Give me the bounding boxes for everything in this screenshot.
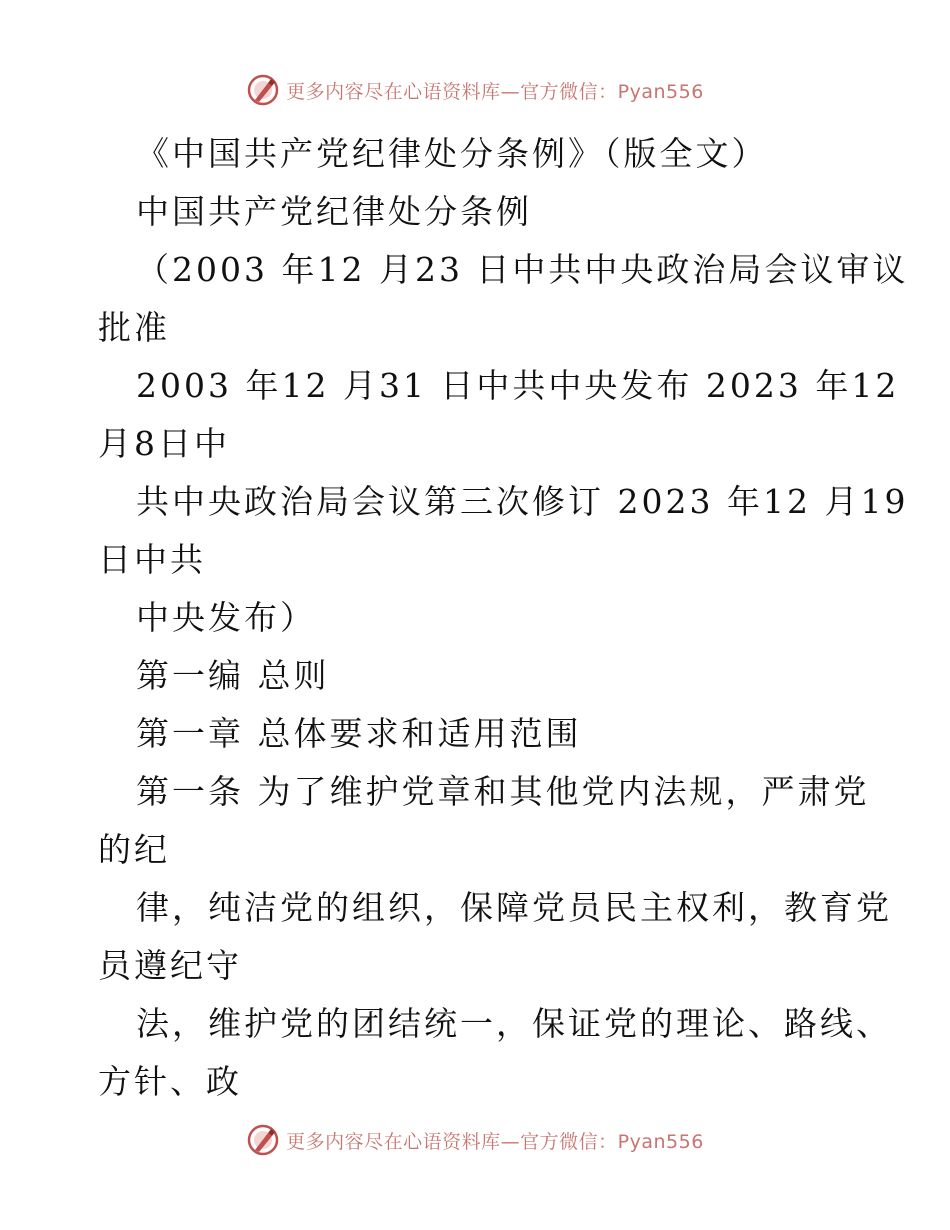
pen-seal-icon: [246, 1123, 280, 1157]
text-line: 《中国共产党纪律处分条例》（版全文）: [136, 134, 768, 173]
text-line: 律，纯洁党的组织，保障党员民主权利，教育党: [136, 888, 892, 927]
text-line: 员遵纪守: [98, 946, 242, 985]
pen-seal-icon: [246, 73, 280, 107]
header-watermark-group: [246, 73, 704, 107]
text-line: 日中共: [98, 540, 206, 579]
footer-watermark-group: [246, 1123, 704, 1157]
text-line: 第一条 为了维护党章和其他党内法规，严肃党: [136, 772, 870, 811]
text-line: 的纪: [98, 830, 170, 869]
text-line: 第一章 总体要求和适用范围: [136, 714, 582, 753]
text-line: 方针、政: [98, 1062, 242, 1101]
text-line: （2003 年12 月23 日中共中央政治局会议审议: [136, 250, 909, 289]
text-line: 共中央政治局会议第三次修订 2023 年12 月19: [136, 482, 909, 521]
text-line: 第一编 总则: [136, 656, 330, 695]
text-line: 中国共产党纪律处分条例: [136, 192, 532, 231]
text-line: 月8日中: [98, 424, 230, 463]
text-line: 中央发布）: [136, 598, 316, 637]
text-line: 批准: [98, 308, 170, 347]
text-line: 2003 年12 月31 日中共中央发布 2023 年12: [136, 366, 900, 405]
header-watermark: [0, 72, 950, 108]
watermark-text: 更多内容尽在心语资料库—官方微信：Pyan556: [286, 80, 704, 103]
footer-watermark: [0, 1122, 950, 1158]
watermark-text: 更多内容尽在心语资料库—官方微信：Pyan556: [286, 1130, 704, 1153]
text-line: 法，维护党的团结统一，保证党的理论、路线、: [136, 1004, 892, 1043]
document-body: [98, 125, 909, 1111]
